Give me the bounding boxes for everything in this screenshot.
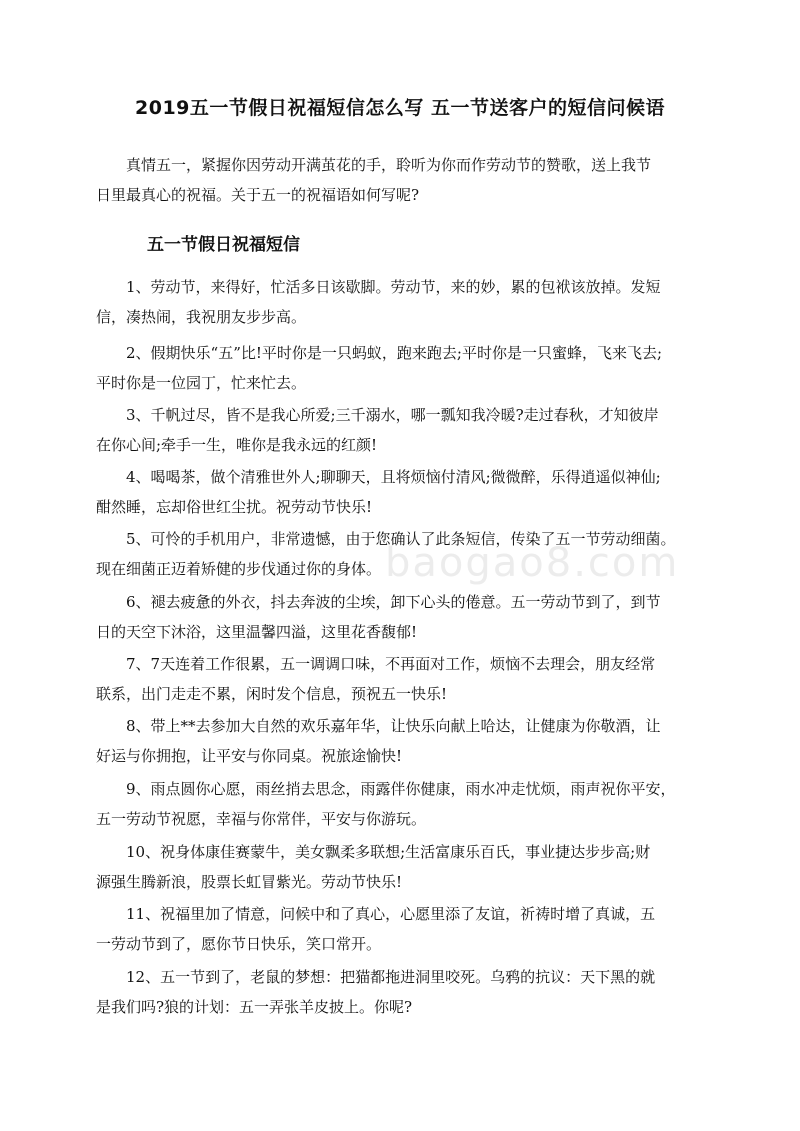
item-line: 五一劳动节祝愿，幸福与你常伴，平安与你游玩。 (96, 810, 427, 828)
item-line: 9、雨点圆你心愿，雨丝捎去思念，雨露伴你健康，雨水冲走忧烦，雨声祝你平安， (126, 780, 676, 798)
item-line: 6、褪去疲惫的外衣，抖去奔波的尘埃，卸下心头的倦意。五一劳动节到了，到节 (126, 593, 661, 611)
item-line: 一劳动节到了，愿你节日快乐，笑口常开。 (96, 935, 382, 953)
item-line: 酣然睡，忘却俗世红尘扰。祝劳动节快乐! (96, 498, 373, 516)
greeting-item-3 (96, 400, 711, 460)
item-line: 1、劳动节，来得好，忙活多日该歇脚。劳动节，来的妙，累的包袱该放掉。发短 (126, 278, 661, 296)
item-line: 2、假期快乐“五”比!平时你是一只蚂蚁，跑来跑去;平时你是一只蜜蜂，飞来飞去; (126, 344, 663, 362)
item-line: 10、祝身体康佳赛蒙牛，美女飘柔多联想;生活富康乐百氏，事业捷达步步高;财 (126, 843, 651, 861)
item-line: 平时你是一位园丁，忙来忙去。 (96, 374, 307, 392)
intro-line: 日里最真心的祝福。关于五一的祝福语如何写呢? (96, 186, 420, 204)
greeting-item-5 (96, 524, 711, 584)
greeting-item-8 (96, 711, 711, 771)
item-line: 5、可怜的手机用户，非常遗憾，由于您确认了此条短信，传染了五一节劳动细菌。 (126, 530, 676, 548)
greeting-item-2 (96, 338, 711, 398)
item-line: 4、喝喝茶，做个清雅世外人;聊聊天，且将烦恼付清风;微微醉，乐得逍遥似神仙; (126, 468, 661, 486)
item-line: 信，凑热闹，我祝朋友步步高。 (96, 308, 307, 326)
intro-paragraph (96, 150, 711, 210)
item-line: 3、千帆过尽，皆不是我心所爱;三千溺水，哪一瓢知我冷暖?走过春秋，才知彼岸 (126, 406, 659, 424)
item-line: 在你心间;牵手一生，唯你是我永远的红颜! (96, 436, 378, 454)
greeting-item-7 (96, 649, 711, 709)
greeting-item-12 (96, 962, 711, 1022)
greeting-item-6 (96, 587, 711, 647)
item-line: 联系，出门走走不累，闲时发个信息，预祝五一快乐! (96, 685, 448, 703)
item-line: 11、祝福里加了情意，问候中和了真心，心愿里添了友谊，祈祷时增了真诚，五 (126, 905, 656, 923)
item-line: 8、带上**去参加大自然的欢乐嘉年华，让快乐向献上哈达，让健康为你敬酒，让 (126, 717, 661, 735)
intro-line: 真情五一，紧握你因劳动开满茧花的手，聆听为你而作劳动节的赞歌，送上我节 (126, 156, 652, 174)
greeting-item-9 (96, 774, 711, 834)
page-title: 2019五一节假日祝福短信怎么写 五一节送客户的短信问候语 (135, 97, 665, 119)
greeting-item-11 (96, 899, 711, 959)
item-line: 现在细菌正迈着矫健的步伐通过你的身体。 (96, 560, 382, 578)
item-line: 源强生腾新浪，股票长虹冒紫光。劳动节快乐! (96, 873, 403, 891)
greeting-item-1 (96, 272, 711, 332)
item-line: 7、7天连着工作很累，五一调调口味，不再面对工作，烦恼不去理会，朋友经常 (126, 655, 656, 673)
section-title: 五一节假日祝福短信 (147, 235, 300, 255)
item-line: 好运与你拥抱，让平安与你同桌。祝旅途愉快! (96, 747, 403, 765)
item-line: 是我们吗?狼的计划：五一弄张羊皮披上。你呢? (96, 998, 413, 1016)
greeting-item-4 (96, 462, 711, 522)
greeting-item-10 (96, 837, 711, 897)
watermark: baogao8.com (385, 540, 680, 586)
item-line: 日的天空下沐浴，这里温馨四溢，这里花香馥郁! (96, 623, 418, 641)
item-line: 12、五一节到了，老鼠的梦想：把猫都拖进洞里咬死。乌鸦的抗议：天下黑的就 (126, 968, 656, 986)
